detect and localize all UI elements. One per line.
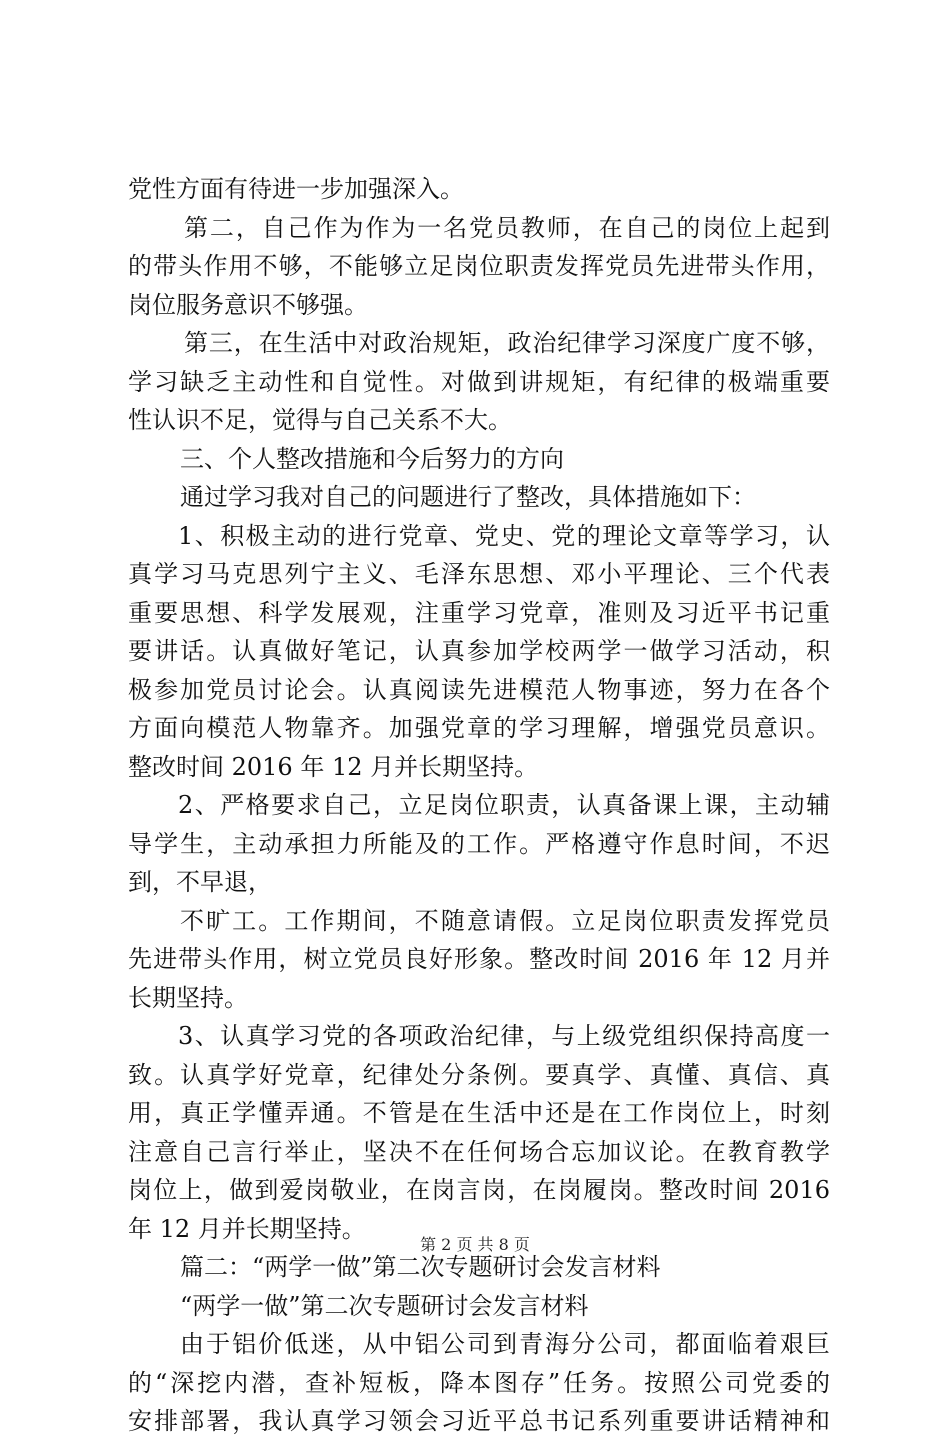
text-line: “两学一做”第二次专题研讨会发言材料: [180, 1291, 589, 1320]
text-line: 三、个人整改措施和今后努力的方向: [180, 444, 564, 473]
text-line: 导学生，主动承担力所能及的工作。严格遵守作息时间，不迟: [128, 829, 830, 858]
page-footer: 第 2 页 共 8 页: [420, 1235, 530, 1254]
text-line: 2、严格要求自己，立足岗位职责，认真备课上课，主动辅: [178, 791, 830, 819]
text-line: 岗位服务意识不够强。: [128, 290, 368, 319]
text-line: 要讲话。认真做好笔记，认真参加学校两学一做学习活动，积: [128, 637, 830, 665]
text-line: 岗位上，做到爱岗敬业，在岗言岗，在岗履岗。整改时间 2016: [128, 1176, 830, 1204]
text-line: 的带头作用不够，不能够立足岗位职责发挥党员先进带头作用，: [128, 252, 830, 280]
text-line: 由于铝价低迷，从中铝公司到青海分公司，都面临着艰巨: [180, 1330, 830, 1358]
text-line: 先进带头作用，树立党员良好形象。整改时间 2016 年 12 月并: [128, 945, 830, 973]
text-line: 到，不早退，: [128, 868, 272, 896]
text-line: 党性方面有待进一步加强深入。: [128, 175, 464, 203]
text-line: 注意自己言行举止，坚决不在任何场合忘加议论。在教育教学: [128, 1137, 830, 1166]
text-line: 3、认真学习党的各项政治纪律，与上级党组织保持高度一: [178, 1022, 830, 1050]
text-line: 安排部署，我认真学习领会习近平总书记系列重要讲话精神和: [128, 1407, 830, 1435]
text-line: 用，真正学懂弄通。不管是在生活中还是在工作岗位上，时刻: [128, 1099, 830, 1127]
text-line: 通过学习我对自己的问题进行了整改，具体措施如下：: [180, 483, 756, 511]
text-line: 长期坚持。: [128, 983, 248, 1012]
text-line: 性认识不足，觉得与自己关系不大。: [128, 406, 512, 434]
text-line: 年 12 月并长期坚持。: [128, 1214, 366, 1243]
text-line: 致。认真学好党章，纪律处分条例。要真学、真懂、真信、真: [128, 1060, 830, 1089]
text-line: 方面向模范人物靠齐。加强党章的学习理解，增强党员意识。: [128, 714, 830, 742]
text-line: 篇二：“两学一做”第二次专题研讨会发言材料: [180, 1253, 661, 1281]
text-line: 不旷工。工作期间，不随意请假。立足岗位职责发挥党员: [180, 906, 830, 935]
text-line: 第三，在生活中对政治规矩，政治纪律学习深度广度不够，: [184, 329, 830, 357]
text-line: 1、积极主动的进行党章、党史、党的理论文章等学习，认: [178, 521, 830, 550]
text-line: 重要思想、科学发展观，注重学习党章，准则及习近平书记重: [128, 598, 830, 627]
text-line: 的“深挖内潜，查补短板，降本图存”任务。按照公司党委的: [128, 1368, 830, 1397]
text-line: 极参加党员讨论会。认真阅读先进模范人物事迹，努力在各个: [128, 675, 830, 704]
text-line: 真学习马克思列宁主义、毛泽东思想、邓小平理论、三个代表: [128, 560, 830, 588]
text-line: 第二，自己作为作为一名党员教师，在自己的岗位上起到: [184, 213, 830, 242]
text-line: 整改时间 2016 年 12 月并长期坚持。: [128, 752, 539, 781]
text-line: 学习缺乏主动性和自觉性。对做到讲规矩，有纪律的极端重要: [128, 367, 830, 396]
